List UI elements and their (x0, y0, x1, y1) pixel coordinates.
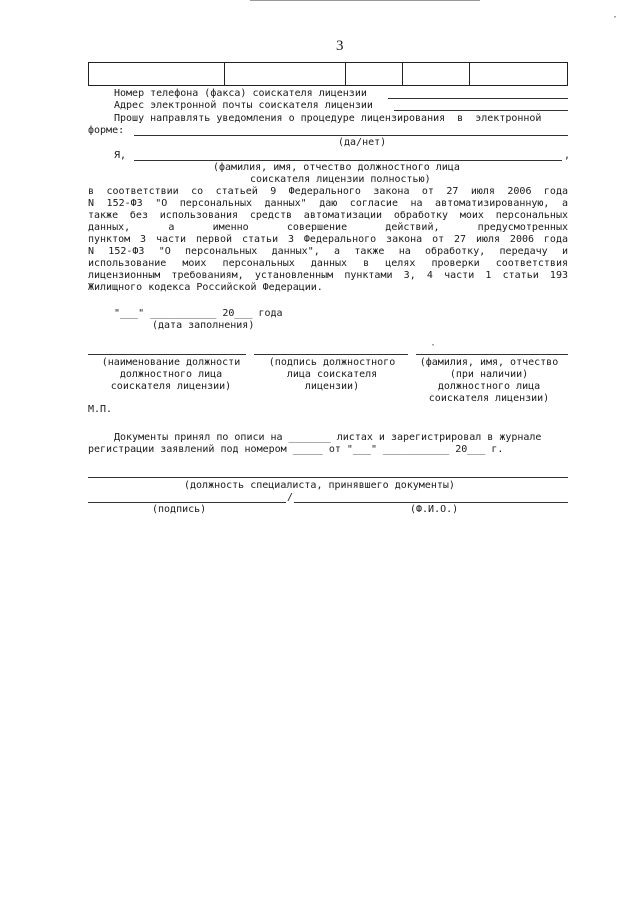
fio-field-line[interactable] (134, 160, 562, 161)
slash: / (287, 492, 294, 503)
yes-no-caption: (да/нет) (338, 137, 387, 148)
fio-caption-2: соискателя лицензии полностью) (250, 174, 431, 185)
scan-speck: · (430, 340, 437, 351)
signature-line-sign[interactable] (254, 354, 408, 355)
email-label: Адрес электронной почты соискателя лицензии (114, 100, 373, 111)
table-cell (225, 63, 346, 85)
table-cell (470, 63, 567, 85)
acceptance-line-1: Документы принял по описи на _______ листах и зарегистрировал в журнале (114, 432, 542, 443)
header-table (88, 62, 568, 86)
specialist-position-line[interactable] (88, 477, 568, 478)
page-number: 3 (336, 38, 344, 54)
signature-line-fio[interactable] (416, 354, 568, 355)
sig-col2-line: лица соискателя (286, 369, 378, 380)
scan-speck: · (612, 12, 619, 23)
sig-col3-line: соискателя лицензии) (428, 393, 550, 404)
consent-line: N 152-ФЗ "О персональных данных" даю согласие на автоматизированную, а (88, 198, 568, 209)
comma: , (564, 150, 571, 161)
sig-col3-line: должностного лица (437, 381, 541, 392)
specialist-position-caption: (должность специалиста, принявшего документы) (184, 480, 455, 491)
consent-line: также без использования средств автоматизации обработку моих персональных (88, 210, 568, 221)
sig-col2-line: лицензии) (304, 381, 360, 392)
table-cell (403, 63, 471, 85)
specialist-sign-line[interactable] (88, 502, 286, 503)
consent-line: N 152-ФЗ "О персональных данных", а также на обработку, передачу и (88, 246, 568, 257)
stamp-label: М.П. (88, 404, 113, 415)
specialist-sign-caption: (подпись) (152, 504, 207, 515)
sig-col2-line: (подпись должностного (268, 357, 396, 368)
fio-caption-1: (фамилия, имя, отчество должностного лица (213, 162, 460, 173)
consent-line: пунктом 3 части первой статьи 3 Федерального закона от 27 июля 2006 года (88, 234, 568, 245)
consent-line: данных, а именно совершение действий, предусмотренных (88, 222, 568, 233)
phone-field-line[interactable] (388, 98, 568, 99)
phone-label: Номер телефона (факса) соискателя лицензии (114, 88, 367, 99)
signature-line-position[interactable] (88, 354, 246, 355)
i-label: Я, (114, 150, 127, 161)
sig-col1-line: соискателя лицензии) (110, 381, 232, 392)
consent-line: лицензионным требованиям, установленным пунктами 3, 4 части 1 статьи 193 (88, 270, 568, 281)
sig-col3-line: (фамилия, имя, отчество (419, 357, 559, 368)
specialist-fio-caption: (Ф.И.О.) (410, 504, 459, 515)
sig-col3-line: (при наличии) (449, 369, 529, 380)
notify-line-1: Прошу направлять уведомления о процедуре лицензирования в электронной (114, 113, 542, 124)
notify-field-line[interactable] (134, 135, 568, 136)
consent-line: Жилищного кодекса Российской Федерации. (88, 282, 323, 293)
sig-col1-line: должностного лица (119, 369, 223, 380)
consent-line: использование моих персональных данных в целях проверки соответствия (88, 258, 568, 269)
date-caption: (дата заполнения) (152, 320, 255, 331)
sig-col1-line: (наименование должности (101, 357, 241, 368)
email-field-line[interactable] (394, 110, 568, 111)
acceptance-line-2: регистрации заявлений под номером _____ от "___" ___________ 20___ г. (88, 444, 504, 455)
notify-line-2: форме: (88, 125, 125, 136)
table-cell (89, 63, 225, 85)
date-line[interactable]: "___" ___________ 20___ года (114, 308, 283, 319)
consent-line: в соответствии со статьей 9 Федерального закона от 27 июля 2006 года (88, 186, 568, 197)
top-rule (250, 0, 480, 1)
specialist-fio-line[interactable] (294, 502, 568, 503)
table-cell (346, 63, 403, 85)
